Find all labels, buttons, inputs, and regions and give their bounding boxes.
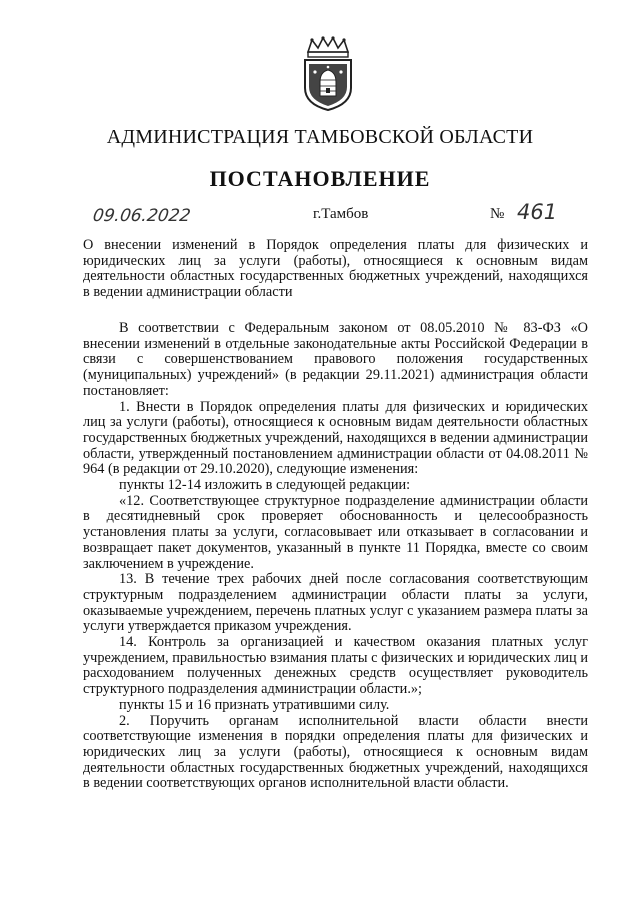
- paragraph-point-13: 13. В течение трех рабочих дней после согласования соответствующим структурным подразделением администрации области платы за услуги, оказываемые учреждением, перечень платных услуг с указанием размера платы за услуги утверждается приказом учреждения.: [83, 571, 588, 635]
- city-name: г.Тамбов: [313, 206, 369, 222]
- tambov-coat-of-arms-icon: [298, 36, 358, 112]
- number-label: №: [490, 206, 505, 222]
- document-subject: О внесении изменений в Порядок определения платы для физических и юридических лиц за услуги (работы), относящиеся к основным видам деятельности областных государственных бюджетных учреждений, находящихся в ведении администрации области: [83, 237, 588, 300]
- document-body: [83, 321, 588, 792]
- paragraph-item-1: 1. Внести в Порядок определения платы для физических и юридических лиц за услуги (работы), относящиеся к основным видам деятельности областных государственных бюджетных учреждений, находящихся в ведении администрации области, утвержденный постановлением администрации области от 04.08.2011 № 964 (в редакции от 29.10.2020), следующие изменения:: [83, 398, 588, 478]
- paragraph-repeal: пункты 15 и 16 признать утратившими силу.: [119, 696, 390, 713]
- paragraph-point-12: «12. Соответствующее структурное подразделение администрации области в десятидневный срок проверяет обоснованность и целесообразность установления платы за услуги, согласовывает или отказывает в согласовании и возвращает пакет документов, указанный в пункте 11 Порядка, вместе со своим заключением в учреждение.: [83, 492, 588, 572]
- paragraph-item-2: 2. Поручить органам исполнительной власти области внести соответствующие изменения в порядки определения платы для физических и юридических лиц за услуги (работы), относящиеся к основным видам деятельности областных государственных бюджетных учреждений, находящихся в ведении соответствующих органов исполнительной власти области.: [83, 712, 588, 792]
- handwritten-number: 461: [517, 200, 558, 224]
- handwritten-date: 09.06.2022: [91, 206, 192, 226]
- document-type-title: ПОСТАНОВЛЕНИЕ: [209, 166, 431, 191]
- paragraph-preamble: В соответствии с Федеральным законом от 08.05.2010 № 83-ФЗ «О внесении изменений в отдельные законодательные акты Российской Федерации в связи с совершенствованием правового положения государственных (муниципальных) учреждений» (в редакции 29.11.2021) администрация области постановляет:: [83, 320, 588, 399]
- paragraph-point-14: 14. Контроль за организацией и качеством оказания платных услуг учреждением, правильностью взимания платы с физических и юридических лиц и расходованием полученных денежных средств осуществляет руководитель структурного подразделения администрации области.»;: [83, 634, 588, 698]
- paragraph-amend-intro: пункты 12-14 изложить в следующей редакции:: [119, 477, 411, 494]
- organization-title: АДМИНИСТРАЦИЯ ТАМБОВСКОЙ ОБЛАСТИ: [106, 126, 534, 148]
